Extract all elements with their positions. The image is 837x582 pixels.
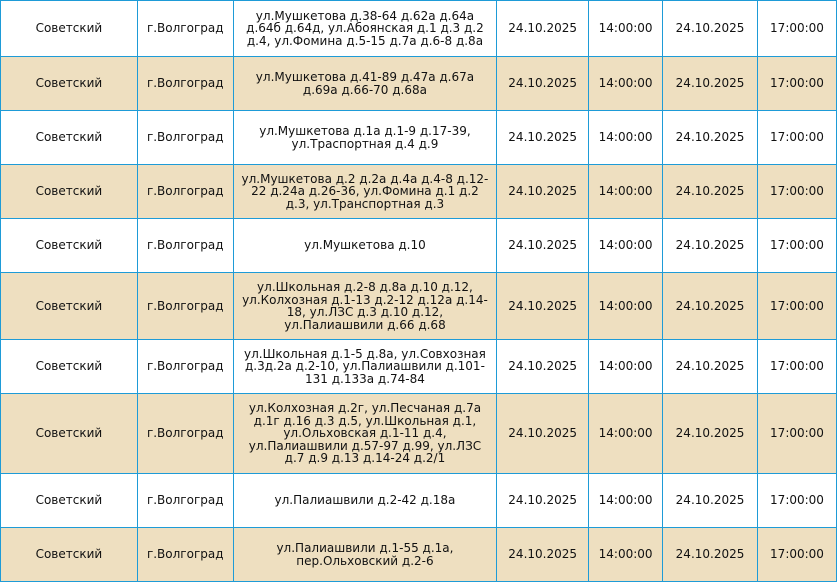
start-time-cell: 14:00:00: [589, 165, 663, 219]
address-cell: ул.Палиашвили д.1-55 д.1а, пер.Ольховский д.2-6: [233, 528, 496, 582]
city-cell: г.Волгоград: [137, 528, 233, 582]
city-cell: г.Волгоград: [137, 394, 233, 474]
table-row: [1, 340, 837, 394]
end-time-cell: 17:00:00: [758, 219, 837, 273]
start-time-cell: 14:00:00: [589, 394, 663, 474]
address-cell: ул.Колхозная д.2г, ул.Песчаная д.7а д.1г д.16 д.3 д.5, ул.Школьная д.1, ул.Ольховская д.1-11 д.4, ул.Палиашвили д.57-97 д.99, ул.ЛЗС д.7 д.9 д.13 д.14-24 д.2/1: [233, 394, 496, 474]
table-row: [1, 528, 837, 582]
district-cell: Советский: [1, 474, 138, 528]
end-time-cell: 17:00:00: [758, 474, 837, 528]
start-time-cell: 14:00:00: [589, 57, 663, 111]
district-cell: Советский: [1, 165, 138, 219]
end-time-cell: 17:00:00: [758, 111, 837, 165]
start-date-cell: 24.10.2025: [497, 219, 589, 273]
start-time-cell: 14:00:00: [589, 1, 663, 57]
district-cell: Советский: [1, 340, 138, 394]
start-date-cell: 24.10.2025: [497, 394, 589, 474]
city-cell: г.Волгоград: [137, 273, 233, 340]
table-row: [1, 57, 837, 111]
end-date-cell: 24.10.2025: [663, 340, 758, 394]
start-time-cell: 14:00:00: [589, 219, 663, 273]
start-date-cell: 24.10.2025: [497, 57, 589, 111]
start-time-cell: 14:00:00: [589, 111, 663, 165]
district-cell: Советский: [1, 528, 138, 582]
start-time-cell: 14:00:00: [589, 273, 663, 340]
city-cell: г.Волгоград: [137, 474, 233, 528]
district-cell: Советский: [1, 57, 138, 111]
district-cell: Советский: [1, 219, 138, 273]
table-row: [1, 273, 837, 340]
address-cell: ул.Школьная д.1-5 д.8а, ул.Совхозная д.3д.2а д.2-10, ул.Палиашвили д.101-131 д.133а д.74-84: [233, 340, 496, 394]
city-cell: г.Волгоград: [137, 340, 233, 394]
district-cell: Советский: [1, 111, 138, 165]
address-cell: ул.Мушкетова д.2 д.2а д.4а д.4-8 д.12-22 д.24а д.26-36, ул.Фомина д.1 д.2 д.3, ул.Транспортная д.3: [233, 165, 496, 219]
end-time-cell: 17:00:00: [758, 165, 837, 219]
end-date-cell: 24.10.2025: [663, 165, 758, 219]
start-date-cell: 24.10.2025: [497, 111, 589, 165]
start-time-cell: 14:00:00: [589, 474, 663, 528]
city-cell: г.Волгоград: [137, 219, 233, 273]
start-date-cell: 24.10.2025: [497, 474, 589, 528]
end-date-cell: 24.10.2025: [663, 528, 758, 582]
end-date-cell: 24.10.2025: [663, 57, 758, 111]
start-date-cell: 24.10.2025: [497, 1, 589, 57]
end-time-cell: 17:00:00: [758, 273, 837, 340]
address-cell: ул.Мушкетова д.10: [233, 219, 496, 273]
address-cell: ул.Мушкетова д.38-64 д.62а д.64а д.64б д.64д, ул.Абоянская д.1 д.3 д.2 д.4, ул.Фомина д.5-15 д.7а д.6-8 д.8а: [233, 1, 496, 57]
start-date-cell: 24.10.2025: [497, 165, 589, 219]
table-row: [1, 111, 837, 165]
end-date-cell: 24.10.2025: [663, 394, 758, 474]
district-cell: Советский: [1, 394, 138, 474]
table-row: [1, 394, 837, 474]
end-time-cell: 17:00:00: [758, 340, 837, 394]
table-row: [1, 474, 837, 528]
table-row: [1, 1, 837, 57]
end-time-cell: 17:00:00: [758, 394, 837, 474]
end-time-cell: 17:00:00: [758, 1, 837, 57]
address-cell: ул.Мушкетова д.41-89 д.47а д.67а д.69а д.66-70 д.68а: [233, 57, 496, 111]
address-cell: ул.Палиашвили д.2-42 д.18а: [233, 474, 496, 528]
end-date-cell: 24.10.2025: [663, 219, 758, 273]
end-date-cell: 24.10.2025: [663, 474, 758, 528]
district-cell: Советский: [1, 1, 138, 57]
end-time-cell: 17:00:00: [758, 528, 837, 582]
end-date-cell: 24.10.2025: [663, 1, 758, 57]
city-cell: г.Волгоград: [137, 165, 233, 219]
end-date-cell: 24.10.2025: [663, 273, 758, 340]
start-date-cell: 24.10.2025: [497, 340, 589, 394]
table-row: [1, 165, 837, 219]
address-cell: ул.Мушкетова д.1а д.1-9 д.17-39, ул.Траспортная д.4 д.9: [233, 111, 496, 165]
start-time-cell: 14:00:00: [589, 528, 663, 582]
district-cell: Советский: [1, 273, 138, 340]
end-date-cell: 24.10.2025: [663, 111, 758, 165]
start-date-cell: 24.10.2025: [497, 273, 589, 340]
city-cell: г.Волгоград: [137, 1, 233, 57]
city-cell: г.Волгоград: [137, 111, 233, 165]
start-time-cell: 14:00:00: [589, 340, 663, 394]
end-time-cell: 17:00:00: [758, 57, 837, 111]
start-date-cell: 24.10.2025: [497, 528, 589, 582]
city-cell: г.Волгоград: [137, 57, 233, 111]
address-cell: ул.Школьная д.2-8 д.8а д.10 д.12, ул.Колхозная д.1-13 д.2-12 д.12а д.14-18, ул.ЛЗС д.3 д.10 д.12, ул.Палиашвили д.66 д.68: [233, 273, 496, 340]
table-row: [1, 219, 837, 273]
